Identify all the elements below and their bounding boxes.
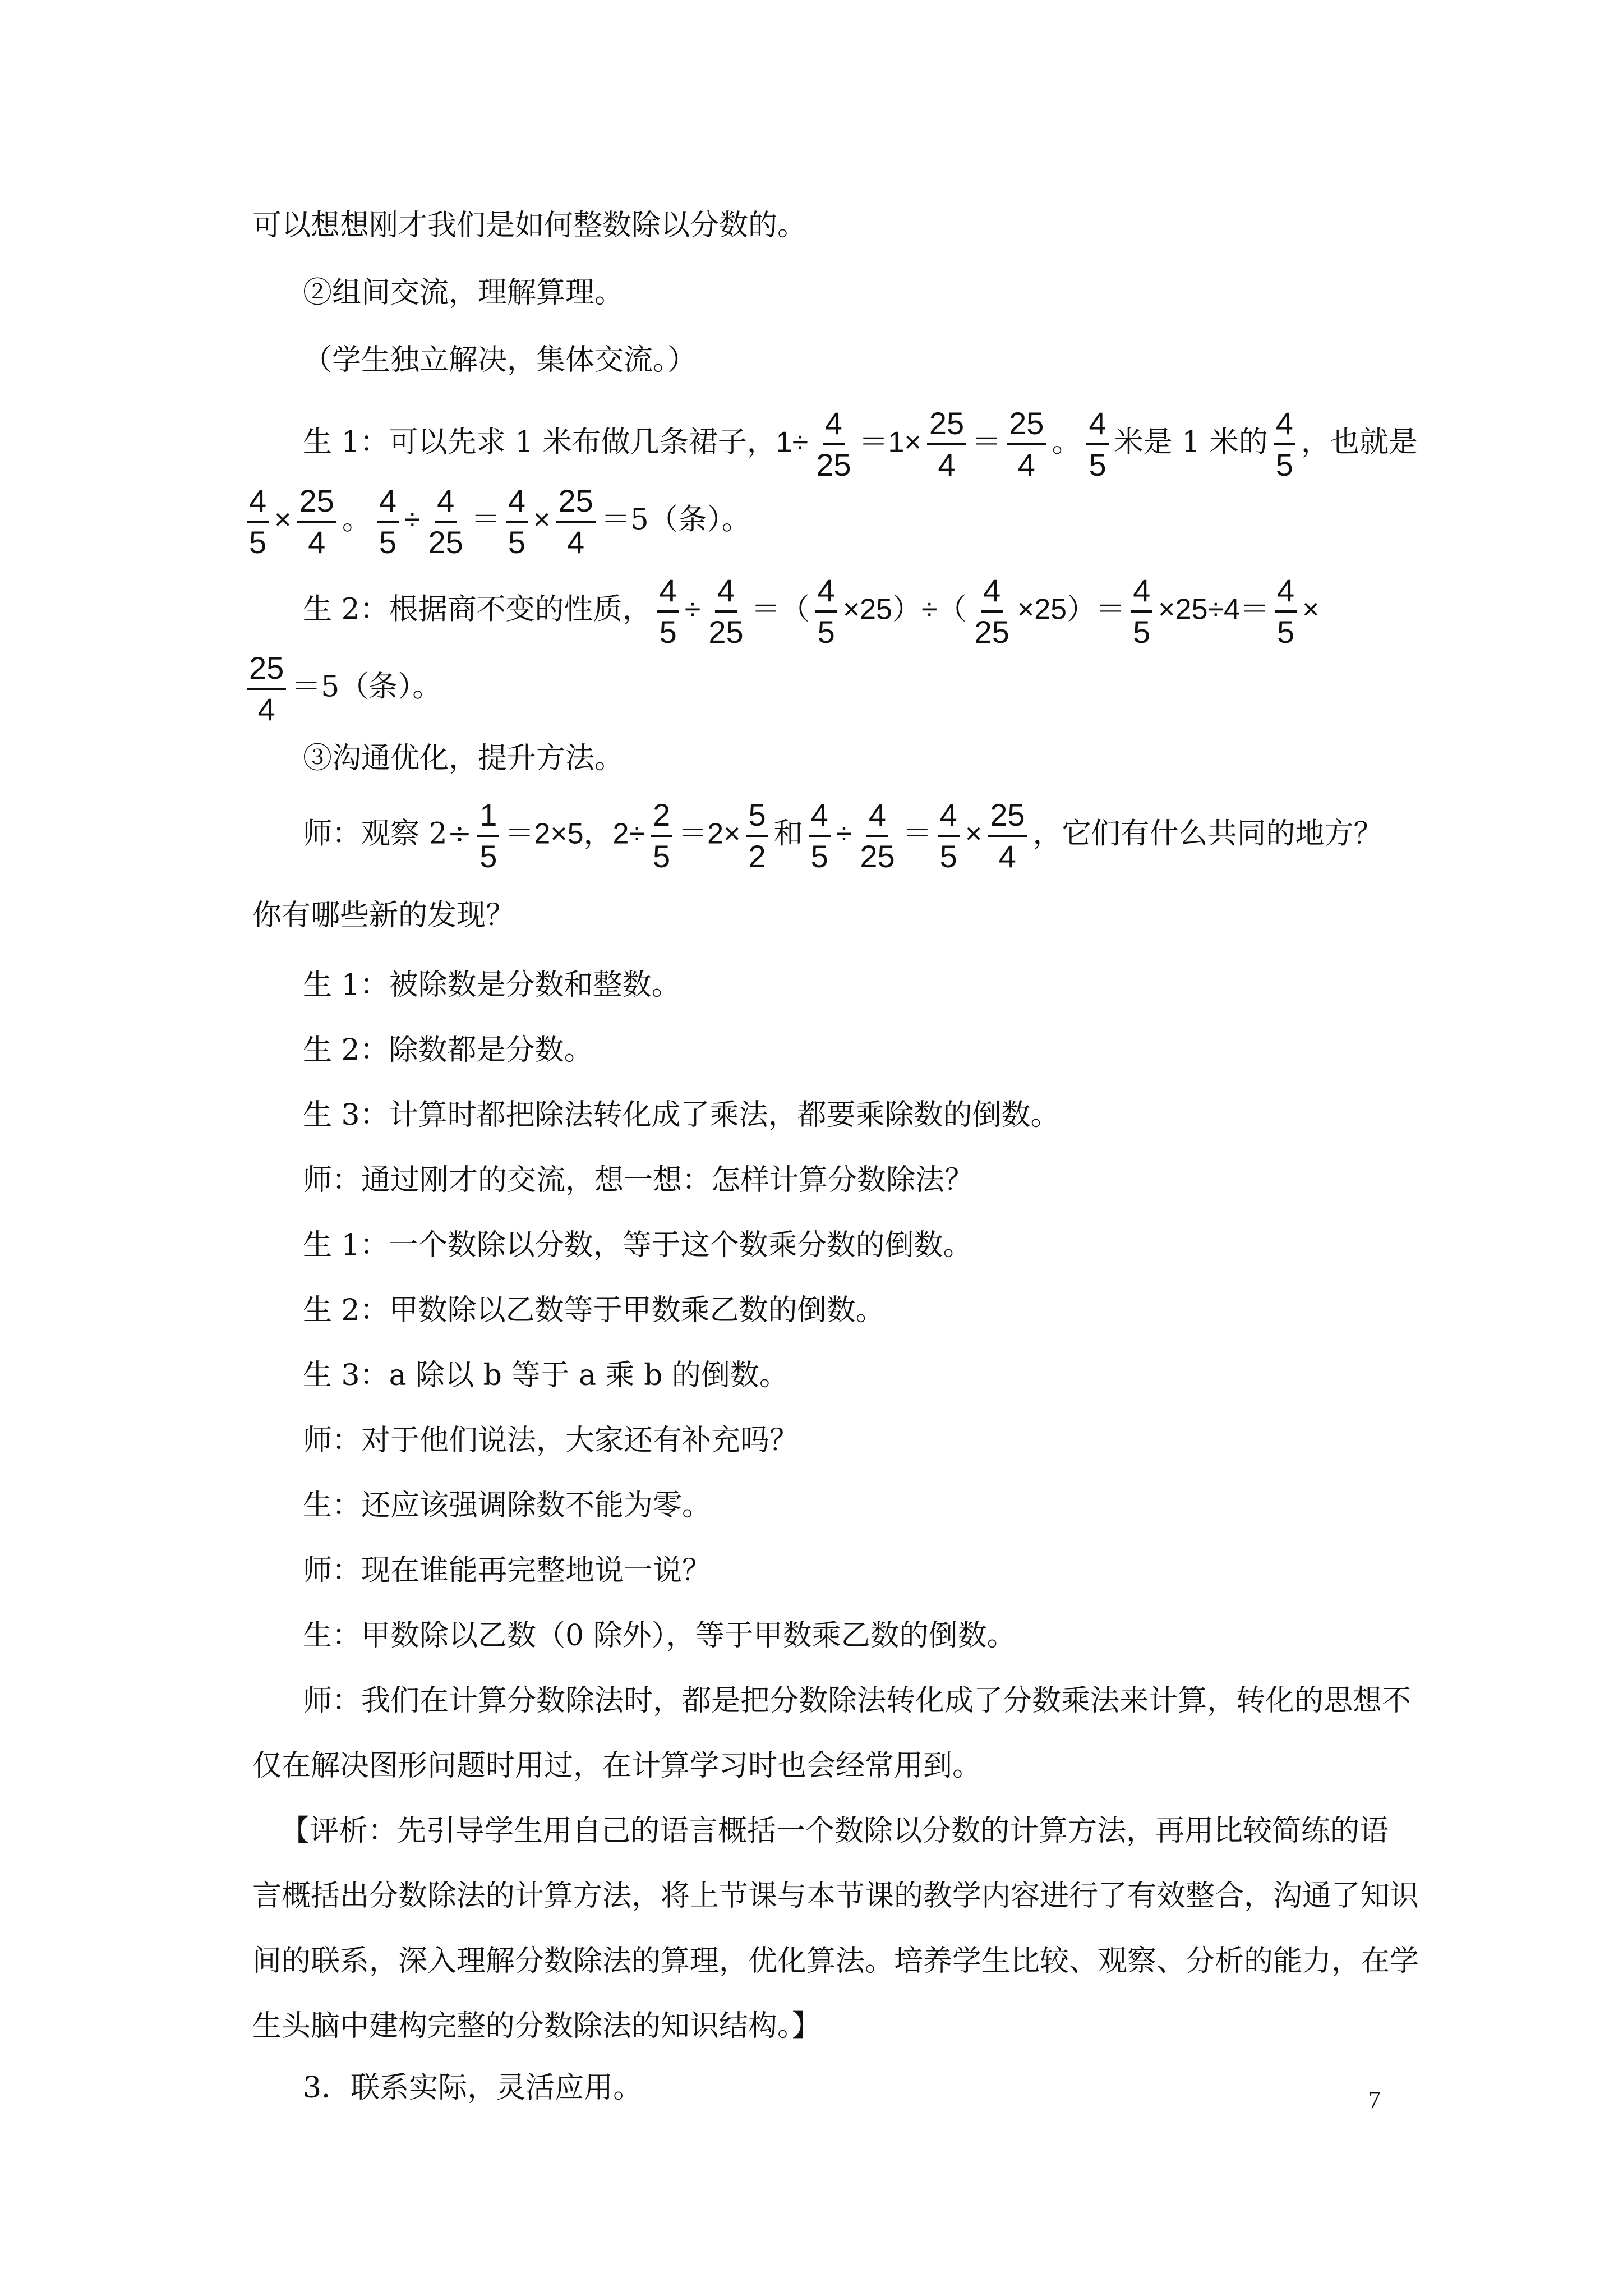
numerator: 4 (1086, 405, 1108, 445)
denominator: 25 (974, 614, 1009, 650)
fraction (814, 405, 853, 484)
math-op: × (533, 503, 551, 536)
numerator: 25 (247, 650, 286, 690)
denominator: 5 (817, 614, 835, 650)
math-op: ×25） (842, 593, 922, 626)
section-heading: 3．联系实际，灵活应用。 (303, 2071, 643, 2105)
numerator: 25 (297, 482, 336, 523)
fraction (988, 797, 1027, 875)
numerator: 4 (377, 482, 399, 523)
fraction (809, 797, 831, 875)
numerator: 2 (651, 797, 672, 837)
fraction (938, 797, 960, 875)
text-line: 师：现在谁能再完整地说一说？ (303, 1554, 712, 1588)
fraction (815, 572, 837, 651)
text-seg: ＝5（条）。 (292, 670, 442, 704)
fraction (1274, 405, 1295, 484)
denominator: 5 (810, 839, 828, 874)
fraction (1275, 572, 1297, 651)
student-2-explanation (303, 572, 1319, 651)
numerator: 4 (1275, 572, 1297, 613)
denominator: 5 (379, 524, 396, 560)
math-op: ＝ (1096, 593, 1126, 626)
numerator: 4 (981, 572, 1003, 613)
numerator: 25 (556, 482, 595, 523)
math-op: ÷ (921, 593, 938, 626)
math-op: × (1302, 593, 1320, 626)
fraction (927, 405, 966, 484)
numerator: 1 (477, 797, 499, 837)
math-op: ×25） (1017, 593, 1096, 626)
text-line: 师：对于他们说法，大家还有补充吗？ (303, 1424, 799, 1457)
fraction (706, 572, 745, 651)
denominator: 5 (1089, 447, 1106, 482)
text-seg: 生 2：根据商不变的性质， (303, 592, 652, 627)
text-line: 生 1：一个数除以分数，等于这个数乘分数的倒数。 (303, 1228, 972, 1262)
numerator: 4 (715, 572, 737, 613)
fraction (426, 482, 465, 561)
text-line: 你有哪些新的发现？ (252, 899, 515, 932)
fraction (297, 482, 336, 561)
denominator: 25 (816, 447, 851, 482)
denominator: 5 (479, 839, 497, 874)
math-op: （ (937, 593, 967, 626)
denominator: 2 (748, 839, 766, 874)
math-op: ＝2× (678, 817, 741, 850)
math-op: × (965, 817, 983, 850)
denominator: 5 (1275, 447, 1293, 482)
fraction (377, 482, 399, 561)
math-op: ＝ (751, 593, 781, 626)
denominator: 25 (708, 614, 744, 650)
student-2-result (241, 650, 441, 728)
math-op: × (274, 503, 292, 536)
denominator: 5 (653, 839, 671, 874)
numerator: 4 (657, 572, 679, 613)
numerator: 25 (988, 797, 1027, 837)
math-op: （ (780, 593, 810, 626)
fraction (1086, 405, 1108, 484)
fraction (857, 797, 897, 875)
page-number: 7 (1368, 2086, 1381, 2114)
denominator: 4 (938, 447, 956, 482)
text-seg: ＝5（条）。 (601, 503, 751, 537)
text-seg: 和 (773, 817, 803, 851)
numerator: 4 (247, 482, 269, 523)
fraction (556, 482, 595, 561)
teacher-observation (303, 797, 1383, 875)
denominator: 5 (939, 839, 957, 874)
denominator: 5 (508, 524, 526, 560)
text-seg: 米是 1 米的 (1114, 425, 1268, 459)
text-seg: ，也就是 (1301, 425, 1418, 459)
math-op: ＝1× (859, 426, 921, 459)
text-line: 师：我们在计算分数除法时，都是把分数除法转化成了分数乘法来计算，转化的思想不 (303, 1684, 1412, 1718)
math-op: ＝ (972, 426, 1002, 459)
fraction (477, 797, 499, 875)
text-line: ②组间交流，理解算理。 (303, 276, 624, 310)
math-op: ÷ (836, 817, 852, 850)
fraction (247, 482, 269, 561)
denominator: 5 (249, 524, 267, 560)
numerator: 4 (866, 797, 888, 837)
text-line: 生：还应该强调除数不能为零。 (303, 1489, 712, 1522)
math-op: ÷ (684, 593, 701, 626)
text-line: ③沟通优化，提升方法。 (303, 742, 624, 775)
math-op: ＝ (471, 503, 500, 536)
numerator: 4 (938, 797, 960, 837)
text-line: （学生独立解决，集体交流。） (303, 343, 697, 377)
fraction (1007, 405, 1046, 484)
math-op: 。 (1052, 425, 1081, 459)
comment-line: 言概括出分数除法的计算方法，将上节课与本节课的教学内容进行了有效整合，沟通了知识 (252, 1879, 1419, 1913)
text-line: 师：通过刚才的交流，想一想：怎样计算分数除法？ (303, 1163, 974, 1197)
text-seg: 师：观察 2÷ (303, 817, 472, 851)
math-op: ＝ (902, 817, 932, 850)
math-op: ÷ (404, 503, 421, 536)
text-line: 生 2：甲数除以乙数等于甲数乘乙数的倒数。 (303, 1294, 885, 1327)
math-op: ＝2×5，2÷ (505, 817, 645, 850)
math-op: 1÷ (776, 426, 809, 459)
text-line: 生 3：a 除以 b 等于 a 乘 b 的倒数。 (303, 1359, 789, 1392)
denominator: 25 (428, 524, 463, 560)
comment-line: 生头脑中建构完整的分数除法的知识结构。】 (252, 2009, 822, 2043)
denominator: 5 (659, 614, 677, 650)
denominator: 4 (1017, 447, 1035, 482)
text-line: 生 1：被除数是分数和整数。 (303, 968, 681, 1002)
numerator: 4 (1131, 572, 1152, 613)
numerator: 4 (1274, 405, 1295, 445)
denominator: 5 (1276, 614, 1295, 650)
denominator: 4 (566, 524, 585, 560)
text-line: 可以想想刚才我们是如何整数除以分数的。 (252, 209, 807, 242)
text-line: 仅在解决图形问题时用过，在计算学习时也会经常用到。 (252, 1749, 982, 1783)
denominator: 25 (860, 839, 895, 874)
fraction (651, 797, 672, 875)
numerator: 25 (1007, 405, 1046, 445)
student-1-equation (241, 482, 751, 561)
text-seg: 生 1：可以先求 1 米布做几条裙子， (303, 425, 776, 459)
numerator: 4 (823, 405, 845, 445)
text-line: 生：甲数除以乙数（0 除外），等于甲数乘乙数的倒数。 (303, 1619, 1016, 1653)
fraction (657, 572, 679, 651)
numerator: 5 (746, 797, 768, 837)
fraction (972, 572, 1012, 651)
fraction (1131, 572, 1152, 651)
denominator: 4 (308, 524, 326, 560)
math-op: 。 (342, 503, 371, 537)
denominator: 4 (998, 839, 1016, 874)
math-op: ×25÷4＝ (1158, 593, 1269, 626)
numerator: 4 (815, 572, 837, 613)
numerator: 4 (809, 797, 831, 837)
text-line: 生 2：除数都是分数。 (303, 1033, 593, 1067)
numerator: 4 (506, 482, 528, 523)
fraction (247, 650, 286, 728)
text-line: 生 3：计算时都把除法转化成了乘法，都要乘除数的倒数。 (303, 1098, 1060, 1132)
comment-line: 间的联系，深入理解分数除法的算理，优化算法。培养学生比较、观察、分析的能力，在学 (252, 1944, 1419, 1978)
denominator: 4 (257, 692, 275, 727)
denominator: 5 (1133, 614, 1151, 650)
numerator: 4 (435, 482, 457, 523)
numerator: 25 (927, 405, 966, 445)
fraction (746, 797, 768, 875)
student-1-explanation (303, 405, 1418, 484)
text-seg: ，它们有什么共同的地方？ (1032, 817, 1383, 851)
fraction (506, 482, 528, 561)
comment-line: 【评析：先引导学生用自己的语言概括一个数除以分数的计算方法，再用比较简练的语 (280, 1814, 1389, 1848)
